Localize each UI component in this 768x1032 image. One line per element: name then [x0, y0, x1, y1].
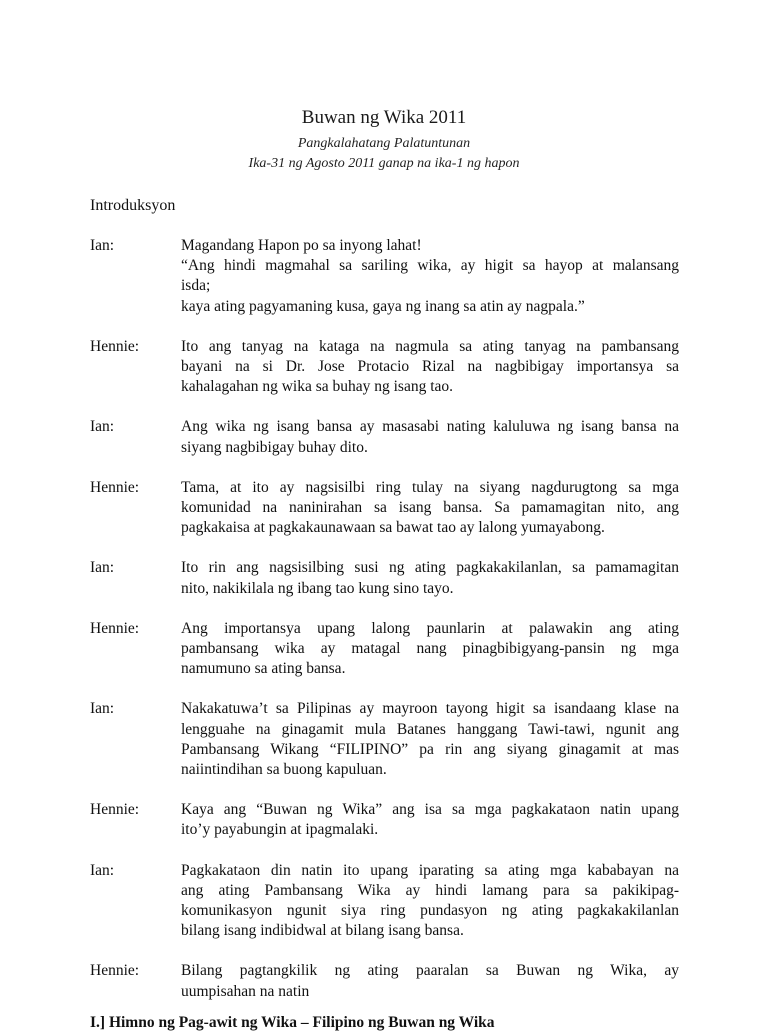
dialogue-line: Ang wika ng isang bansa ay masasabi nating kaluluwa ng isang bansa na	[181, 418, 679, 436]
dialogue-line: ito’y payabungin at ipagmalaki.	[181, 821, 379, 839]
dialogue-line: “Ang hindi magmahal sa sariling wika, ay higit sa hayop at malansang	[181, 257, 679, 275]
speaker-name: Ian:	[90, 700, 115, 718]
dialogue-text	[181, 478, 679, 539]
dialogue-text	[181, 961, 679, 1001]
dialogue-entry	[90, 337, 679, 398]
dialogue-line: uumpisahan na natin	[181, 982, 310, 1000]
dialogue-line: Ito ang tanyag na kataga na nagmula sa ating tanyag na pambansang	[181, 337, 679, 355]
dialogue-entry	[90, 558, 679, 598]
dialogue-text	[181, 236, 679, 317]
dialogue-line: komunidad na naninirahan sa isang bansa. Sa pamamagitan nito, ang	[181, 499, 679, 517]
script-dialogue	[90, 236, 679, 1022]
dialogue-line: kahalagahan ng wika sa buhay ng isang tao.	[181, 378, 454, 396]
dialogue-line: Pambansang Wikang “FILIPINO” pa rin ang siyang ginagamit at mas	[181, 740, 679, 758]
dialogue-line: pagkakaisa at pagkakaunawaan sa bawat tao ay lalong yumayabong.	[181, 519, 605, 537]
dialogue-line: lengguahe na ginagamit mula Batanes hanggang Tawi-tawi, ngunit ang	[181, 720, 679, 738]
dialogue-line: Nakakatuwa’t sa Pilipinas ay mayroon tayong higit sa isandaang klase na	[181, 700, 679, 718]
dialogue-line: naiintindihan sa buong kapuluan.	[181, 761, 387, 779]
dialogue-line: kaya ating pagyamaning kusa, gaya ng inang sa atin ay nagpala.”	[181, 297, 585, 315]
dialogue-line: Ang importansya upang lalong paunlarin at palawakin ang ating	[181, 619, 679, 637]
speaker-name: Ian:	[90, 861, 115, 879]
speaker-name: Ian:	[90, 237, 115, 254]
dialogue-text	[181, 861, 679, 942]
dialogue-entry	[90, 236, 679, 317]
cut-off-footer-line: I.] Himno ng Pag-awit ng Wika – Filipino ng Buwan ng Wika	[90, 1014, 495, 1031]
dialogue-entry	[90, 417, 679, 457]
dialogue-entry	[90, 861, 679, 942]
document-title: Buwan ng Wika 2011	[301, 107, 467, 128]
speaker-name: Ian:	[90, 559, 115, 577]
dialogue-line: Pagkakataon din natin ito upang iparating sa ating mga kababayan na	[181, 861, 679, 879]
dialogue-line: Tama, at ito ay nagsisilbi ring tulay na siyang nagdurugtong sa mga	[181, 478, 679, 496]
dialogue-entry	[90, 699, 679, 780]
dialogue-entry	[90, 961, 679, 1001]
speaker-name: Hennie:	[90, 962, 140, 980]
dialogue-line: komunikasyon ngunit siya ring pundasyon ng ating pagkakakilanlan	[181, 902, 679, 920]
speaker-name: Hennie:	[90, 619, 140, 637]
section-heading: Introduksyon	[90, 197, 176, 214]
dialogue-text	[181, 417, 679, 457]
speaker-name: Hennie:	[90, 478, 140, 496]
dialogue-line: siyang nagbibigay buhay dito.	[181, 438, 368, 456]
dialogue-entry	[90, 478, 679, 539]
speaker-name: Hennie:	[90, 337, 140, 355]
dialogue-line: Bilang pagtangkilik ng ating paaralan sa Buwan ng Wika, ay	[181, 962, 679, 980]
document-subtitle: Pangkalahatang Palatuntunan	[297, 136, 471, 151]
dialogue-line: ang ating Pambansang Wika ay hindi lamang para sa pakikipag-	[181, 881, 679, 899]
dialogue-text	[181, 337, 679, 398]
dialogue-line: bayani na si Dr. Jose Protacio Rizal na nagbibigay importansya sa	[181, 358, 679, 376]
dialogue-line: Kaya ang “Buwan ng Wika” ang isa sa mga pagkakataon natin upang	[181, 801, 679, 819]
dialogue-line: Ito rin ang nagsisilbing susi ng ating pagkakakilanlan, sa pamamagitan	[181, 559, 679, 577]
dialogue-line: bilang isang indibidwal at bilang isang bansa.	[181, 922, 464, 940]
dialogue-line: Magandang Hapon po sa inyong lahat!	[181, 237, 422, 254]
dialogue-text	[181, 558, 679, 598]
dialogue-entry	[90, 619, 679, 680]
dialogue-entry	[90, 800, 679, 840]
speaker-name: Hennie:	[90, 801, 140, 819]
dialogue-line: namumuno sa ating bansa.	[181, 660, 346, 678]
dialogue-text	[181, 699, 679, 780]
dialogue-line: nito, nakikilala ng ibang tao kung sino tayo.	[181, 579, 454, 597]
dialogue-line: isda;	[181, 277, 211, 295]
speaker-name: Ian:	[90, 418, 115, 436]
dialogue-line: pambansang wika ay matagal nang pinagbibigyang-pansin ng mga	[181, 640, 679, 658]
dialogue-text	[181, 619, 679, 680]
event-schedule: Ika-31 ng Agosto 2011 ganap na ika-1 ng hapon	[248, 156, 520, 171]
dialogue-text	[181, 800, 679, 840]
